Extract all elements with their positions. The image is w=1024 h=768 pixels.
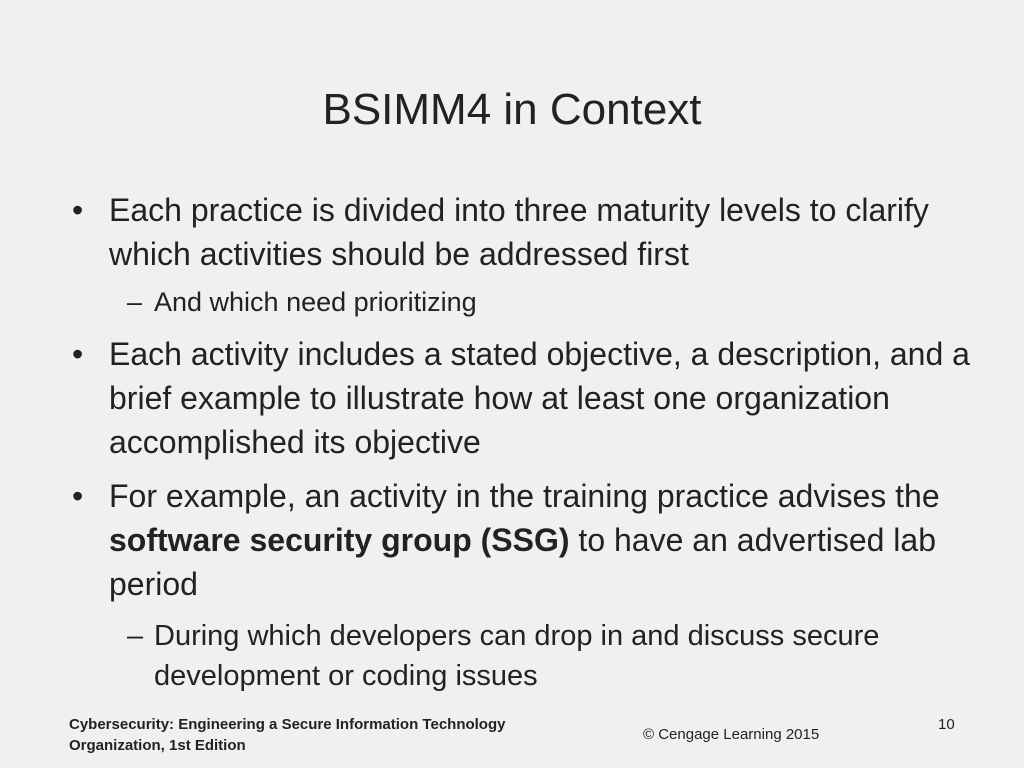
sub-bullet-text: And which need prioritizing xyxy=(154,287,477,317)
sub-bullet-text: During which developers can drop in and discuss secure development or coding issues xyxy=(154,620,880,692)
bullet-marker: • xyxy=(72,478,84,514)
bullet-text-after: to have an advertised lab period xyxy=(109,522,936,602)
slide-content xyxy=(72,188,972,706)
dash-marker: – xyxy=(127,620,144,652)
bullet-marker: • xyxy=(72,192,84,228)
bullet-text-bold: software security group (SSG) xyxy=(109,522,570,558)
sub-bullet-item xyxy=(72,282,972,322)
page-number: 10 xyxy=(938,716,955,733)
footer-book-title xyxy=(69,714,505,756)
bullet-item xyxy=(72,332,972,464)
slide-title: BSIMM4 in Context xyxy=(322,85,702,134)
bullet-item xyxy=(72,188,972,276)
footer-copyright: © Cengage Learning 2015 xyxy=(643,726,820,743)
dash-marker: – xyxy=(127,287,143,317)
bullet-item xyxy=(72,474,972,606)
bullet-text: Each activity includes a stated objective, a description, and a brief example to illustrate how at least one organization accomplished its objective xyxy=(109,336,970,460)
bullet-text-before: For example, an activity in the training practice advises the xyxy=(109,478,940,514)
footer-book-line2: Organization, 1st Edition xyxy=(69,737,246,754)
bullet-text: Each practice is divided into three maturity levels to clarify which activities should be addressed first xyxy=(109,192,929,272)
footer-book-line1: Cybersecurity: Engineering a Secure Information Technology xyxy=(69,716,506,733)
bullet-marker: • xyxy=(72,336,84,372)
sub-bullet-item xyxy=(72,616,972,696)
